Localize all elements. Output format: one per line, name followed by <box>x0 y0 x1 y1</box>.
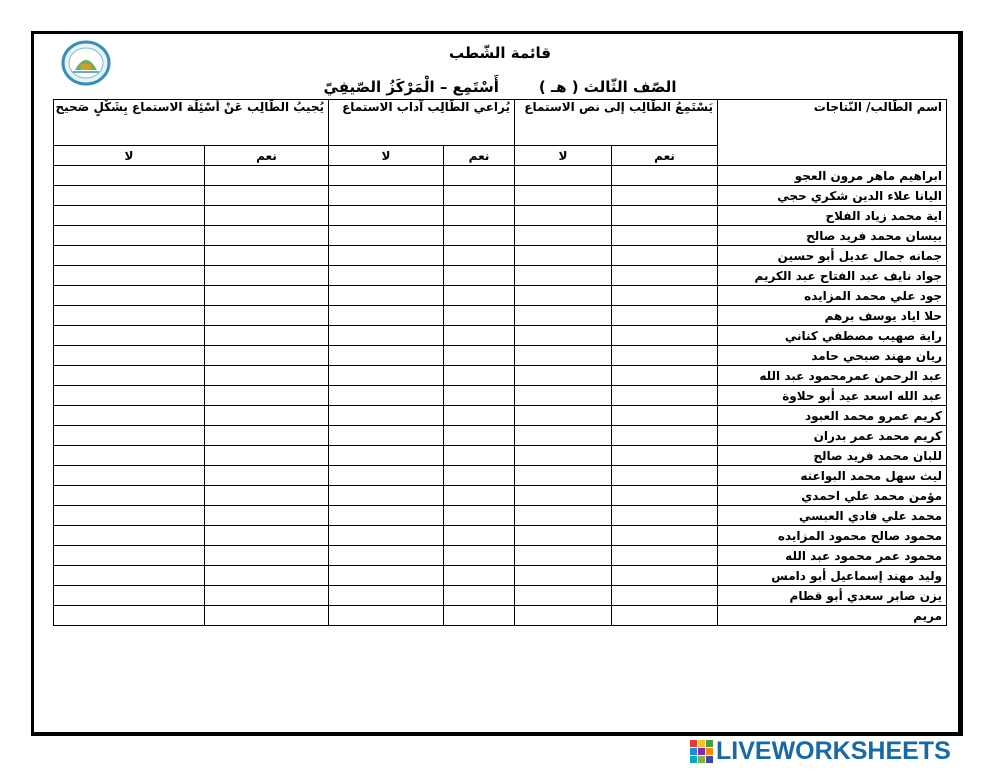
no-checkbox-cell[interactable] <box>54 246 205 266</box>
no-checkbox-cell[interactable] <box>515 506 612 526</box>
table-row <box>54 326 947 346</box>
table-row <box>54 366 947 386</box>
yes-checkbox-cell[interactable] <box>444 446 515 466</box>
no-checkbox-cell[interactable] <box>54 346 205 366</box>
no-checkbox-cell[interactable] <box>329 326 444 346</box>
no-checkbox-cell[interactable] <box>329 386 444 406</box>
student-name: راية صهيب مصطفي كناني <box>718 326 947 346</box>
yes-checkbox-cell[interactable] <box>612 586 718 606</box>
no-checkbox-cell[interactable] <box>329 426 444 446</box>
table-row <box>54 526 947 546</box>
no-checkbox-cell[interactable] <box>329 266 444 286</box>
brand-text: LIVEWORKSHEETS <box>716 736 951 765</box>
table-row <box>54 346 947 366</box>
no-checkbox-cell[interactable] <box>329 206 444 226</box>
student-name: عبد الله اسعد عيد أبو حلاوة <box>718 386 947 406</box>
no-checkbox-cell[interactable] <box>329 186 444 206</box>
no-checkbox-cell[interactable] <box>515 446 612 466</box>
table-row <box>54 266 947 286</box>
no-checkbox-cell[interactable] <box>329 446 444 466</box>
table-row <box>54 246 947 266</box>
no-checkbox-cell[interactable] <box>54 426 205 446</box>
yes-checkbox-cell[interactable] <box>205 426 329 446</box>
table-row <box>54 426 947 446</box>
yes-checkbox-cell[interactable] <box>444 546 515 566</box>
no-checkbox-cell[interactable] <box>329 366 444 386</box>
no-checkbox-cell[interactable] <box>515 246 612 266</box>
no-checkbox-cell[interactable] <box>54 526 205 546</box>
student-name: ليث سهل محمد البواعنه <box>718 466 947 486</box>
no-checkbox-cell[interactable] <box>515 486 612 506</box>
yes-checkbox-cell[interactable] <box>612 486 718 506</box>
yes-checkbox-cell[interactable] <box>612 346 718 366</box>
table-row <box>54 406 947 426</box>
yes-checkbox-cell[interactable] <box>205 566 329 586</box>
yes-checkbox-cell[interactable] <box>612 266 718 286</box>
yes-checkbox-cell[interactable] <box>205 586 329 606</box>
yes-checkbox-cell[interactable] <box>205 266 329 286</box>
no-checkbox-cell[interactable] <box>515 466 612 486</box>
yes-checkbox-cell[interactable] <box>444 486 515 506</box>
no-checkbox-cell[interactable] <box>329 226 444 246</box>
yes-checkbox-cell[interactable] <box>612 226 718 246</box>
yes-checkbox-cell[interactable] <box>205 306 329 326</box>
no-checkbox-cell[interactable] <box>329 406 444 426</box>
subtitle-class: الصّف الثّالث ( هـ ) <box>538 78 677 96</box>
no-checkbox-cell[interactable] <box>515 286 612 306</box>
table-row <box>54 186 947 206</box>
no-checkbox-cell[interactable] <box>515 326 612 346</box>
checklist-table <box>53 99 947 626</box>
yes-checkbox-cell[interactable] <box>205 166 329 186</box>
no-checkbox-cell[interactable] <box>54 366 205 386</box>
yes-checkbox-cell[interactable] <box>612 526 718 546</box>
yes-checkbox-cell[interactable] <box>205 386 329 406</box>
brand-block <box>698 756 705 763</box>
school-emblem-icon <box>61 40 111 86</box>
no-checkbox-cell[interactable] <box>515 166 612 186</box>
yes-checkbox-cell[interactable] <box>205 466 329 486</box>
yes-checkbox-cell[interactable] <box>205 186 329 206</box>
no-checkbox-cell[interactable] <box>515 586 612 606</box>
yes-checkbox-cell[interactable] <box>205 286 329 306</box>
no-checkbox-cell[interactable] <box>329 526 444 546</box>
student-name: جمانه جمال عديل أبو حسين <box>718 246 947 266</box>
no-checkbox-cell[interactable] <box>329 566 444 586</box>
student-name: جواد نايف عبد الفتاح عبد الكريم <box>718 266 947 286</box>
outcome-header-3: يُجيبُ الطّالِب عَنْ أَسْئِلَة الاستماع بِشَكْلٍ صَحيح <box>54 100 329 146</box>
yes-checkbox-cell[interactable] <box>444 406 515 426</box>
yes-checkbox-cell[interactable] <box>205 366 329 386</box>
no-checkbox-cell[interactable] <box>54 326 205 346</box>
subtitle-topic: أَسْتَمِع – الْمَرْكَزُ الصّيفِيّ <box>323 78 499 96</box>
brand-block <box>698 748 705 755</box>
yes-checkbox-cell[interactable] <box>444 166 515 186</box>
yes-checkbox-cell[interactable] <box>444 606 515 626</box>
no-checkbox-cell[interactable] <box>515 366 612 386</box>
no-checkbox-cell[interactable] <box>329 486 444 506</box>
no-checkbox-cell[interactable] <box>54 186 205 206</box>
no-checkbox-cell[interactable] <box>54 506 205 526</box>
no-checkbox-cell[interactable] <box>54 586 205 606</box>
table-row <box>54 206 947 226</box>
no-checkbox-cell[interactable] <box>54 566 205 586</box>
student-name: محمد علي فادي العبسي <box>718 506 947 526</box>
no-checkbox-cell[interactable] <box>54 306 205 326</box>
student-name: ابراهيم ماهر مرون العجو <box>718 166 947 186</box>
table-row <box>54 166 947 186</box>
student-name: بيسان محمد فريد صالح <box>718 226 947 246</box>
yes-checkbox-cell[interactable] <box>444 246 515 266</box>
yes-header: نعم <box>444 146 515 166</box>
table-row <box>54 226 947 246</box>
no-checkbox-cell[interactable] <box>515 386 612 406</box>
no-checkbox-cell[interactable] <box>515 306 612 326</box>
yes-checkbox-cell[interactable] <box>612 326 718 346</box>
table-row <box>54 306 947 326</box>
no-checkbox-cell[interactable] <box>329 586 444 606</box>
yes-checkbox-cell[interactable] <box>205 506 329 526</box>
yes-checkbox-cell[interactable] <box>205 486 329 506</box>
no-checkbox-cell[interactable] <box>54 206 205 226</box>
no-checkbox-cell[interactable] <box>515 606 612 626</box>
yes-checkbox-cell[interactable] <box>612 426 718 446</box>
student-name: مريم <box>718 606 947 626</box>
table-row <box>54 486 947 506</box>
no-checkbox-cell[interactable] <box>54 446 205 466</box>
student-name: محمود صالح محمود المزايده <box>718 526 947 546</box>
student-name: للبان محمد فريد صالح <box>718 446 947 466</box>
no-checkbox-cell[interactable] <box>515 406 612 426</box>
no-checkbox-cell[interactable] <box>54 466 205 486</box>
yes-checkbox-cell[interactable] <box>612 406 718 426</box>
yes-checkbox-cell[interactable] <box>444 566 515 586</box>
table-row <box>54 506 947 526</box>
yes-checkbox-cell[interactable] <box>612 386 718 406</box>
no-header: لا <box>329 146 444 166</box>
no-header: لا <box>515 146 612 166</box>
outcome-header-1: يَسْتَمِعُ الطّالِب إلى نص الاستماع <box>515 100 718 146</box>
student-name: مؤمن محمد علي احمدي <box>718 486 947 506</box>
student-name: كريم محمد عمر بدران <box>718 426 947 446</box>
table-row <box>54 546 947 566</box>
student-name: عبد الرحمن عمرمحمود عبد الله <box>718 366 947 386</box>
no-checkbox-cell[interactable] <box>54 266 205 286</box>
no-checkbox-cell[interactable] <box>515 526 612 546</box>
yes-checkbox-cell[interactable] <box>205 326 329 346</box>
no-checkbox-cell[interactable] <box>515 546 612 566</box>
brand-block <box>690 740 697 747</box>
yes-checkbox-cell[interactable] <box>444 206 515 226</box>
no-checkbox-cell[interactable] <box>54 286 205 306</box>
no-header: لا <box>54 146 205 166</box>
name-header: اسم الطّالب/ النّتاجات <box>718 100 947 166</box>
no-checkbox-cell[interactable] <box>329 306 444 326</box>
yes-checkbox-cell[interactable] <box>444 306 515 326</box>
table-row <box>54 286 947 306</box>
brand-block <box>706 756 713 763</box>
brand-block <box>706 740 713 747</box>
yes-checkbox-cell[interactable] <box>612 246 718 266</box>
yes-checkbox-cell[interactable] <box>444 186 515 206</box>
no-checkbox-cell[interactable] <box>54 386 205 406</box>
no-checkbox-cell[interactable] <box>54 606 205 626</box>
yes-checkbox-cell[interactable] <box>205 246 329 266</box>
yes-checkbox-cell[interactable] <box>205 206 329 226</box>
yes-checkbox-cell[interactable] <box>444 226 515 246</box>
header-row <box>54 100 947 146</box>
yes-checkbox-cell[interactable] <box>444 466 515 486</box>
student-name: اليانا علاء الدين شكري حجي <box>718 186 947 206</box>
yes-checkbox-cell[interactable] <box>205 606 329 626</box>
no-checkbox-cell[interactable] <box>329 286 444 306</box>
yes-checkbox-cell[interactable] <box>612 566 718 586</box>
yes-checkbox-cell[interactable] <box>444 366 515 386</box>
no-checkbox-cell[interactable] <box>54 546 205 566</box>
yes-checkbox-cell[interactable] <box>444 286 515 306</box>
no-checkbox-cell[interactable] <box>515 186 612 206</box>
brand-block <box>690 748 697 755</box>
yes-checkbox-cell[interactable] <box>444 346 515 366</box>
yes-checkbox-cell[interactable] <box>612 306 718 326</box>
student-name: ريان مهند صبحي حامد <box>718 346 947 366</box>
yes-checkbox-cell[interactable] <box>205 446 329 466</box>
yes-checkbox-cell[interactable] <box>612 366 718 386</box>
yes-checkbox-cell[interactable] <box>444 386 515 406</box>
no-checkbox-cell[interactable] <box>329 546 444 566</box>
yes-checkbox-cell[interactable] <box>612 606 718 626</box>
student-name: كريم عمرو محمد العبود <box>718 406 947 426</box>
no-checkbox-cell[interactable] <box>329 346 444 366</box>
table-row <box>54 386 947 406</box>
yes-checkbox-cell[interactable] <box>205 526 329 546</box>
no-checkbox-cell[interactable] <box>515 266 612 286</box>
student-name: اية محمد زياد الفلاح <box>718 206 947 226</box>
no-checkbox-cell[interactable] <box>515 346 612 366</box>
yes-checkbox-cell[interactable] <box>205 226 329 246</box>
yes-checkbox-cell[interactable] <box>444 526 515 546</box>
yes-checkbox-cell[interactable] <box>612 186 718 206</box>
student-name: جود علي محمد المزايده <box>718 286 947 306</box>
no-checkbox-cell[interactable] <box>515 226 612 246</box>
no-checkbox-cell[interactable] <box>515 206 612 226</box>
no-checkbox-cell[interactable] <box>515 566 612 586</box>
no-checkbox-cell[interactable] <box>515 426 612 446</box>
brand-block <box>698 740 705 747</box>
yes-checkbox-cell[interactable] <box>612 466 718 486</box>
yes-checkbox-cell[interactable] <box>612 546 718 566</box>
table-row <box>54 466 947 486</box>
table-row <box>54 446 947 466</box>
no-checkbox-cell[interactable] <box>329 606 444 626</box>
brand-block <box>690 756 697 763</box>
yes-header: نعم <box>205 146 329 166</box>
yes-header: نعم <box>612 146 718 166</box>
sheet-subtitle <box>300 78 700 96</box>
yes-checkbox-cell[interactable] <box>444 586 515 606</box>
yes-checkbox-cell[interactable] <box>612 286 718 306</box>
yes-checkbox-cell[interactable] <box>205 346 329 366</box>
yes-checkbox-cell[interactable] <box>205 546 329 566</box>
no-checkbox-cell[interactable] <box>54 166 205 186</box>
no-checkbox-cell[interactable] <box>329 466 444 486</box>
student-name: حلا اياد يوسف برهم <box>718 306 947 326</box>
table-row <box>54 586 947 606</box>
yes-checkbox-cell[interactable] <box>444 266 515 286</box>
outcome-header-2: يُراعي الطّالِب آداب الاستماع <box>329 100 515 146</box>
brand-block <box>706 748 713 755</box>
student-name: محمود عمر محمود عبد الله <box>718 546 947 566</box>
table-row <box>54 566 947 586</box>
no-checkbox-cell[interactable] <box>329 166 444 186</box>
no-checkbox-cell[interactable] <box>54 406 205 426</box>
liveworksheets-brand <box>690 738 951 764</box>
yes-checkbox-cell[interactable] <box>205 406 329 426</box>
no-checkbox-cell[interactable] <box>329 246 444 266</box>
yes-checkbox-cell[interactable] <box>612 206 718 226</box>
student-name: وليد مهند إسماعيل أبو دامس <box>718 566 947 586</box>
student-name: يزن صابر سعدي أبو قطام <box>718 586 947 606</box>
no-checkbox-cell[interactable] <box>54 486 205 506</box>
brand-blocks-icon <box>690 740 713 763</box>
yes-checkbox-cell[interactable] <box>444 426 515 446</box>
yes-checkbox-cell[interactable] <box>444 326 515 346</box>
no-checkbox-cell[interactable] <box>54 226 205 246</box>
no-checkbox-cell[interactable] <box>329 506 444 526</box>
yes-checkbox-cell[interactable] <box>612 506 718 526</box>
yes-checkbox-cell[interactable] <box>444 506 515 526</box>
sheet-title: قائمة الشّطب <box>449 44 551 62</box>
yes-checkbox-cell[interactable] <box>612 446 718 466</box>
yes-checkbox-cell[interactable] <box>612 166 718 186</box>
table-row <box>54 606 947 626</box>
student-rows <box>54 166 947 626</box>
